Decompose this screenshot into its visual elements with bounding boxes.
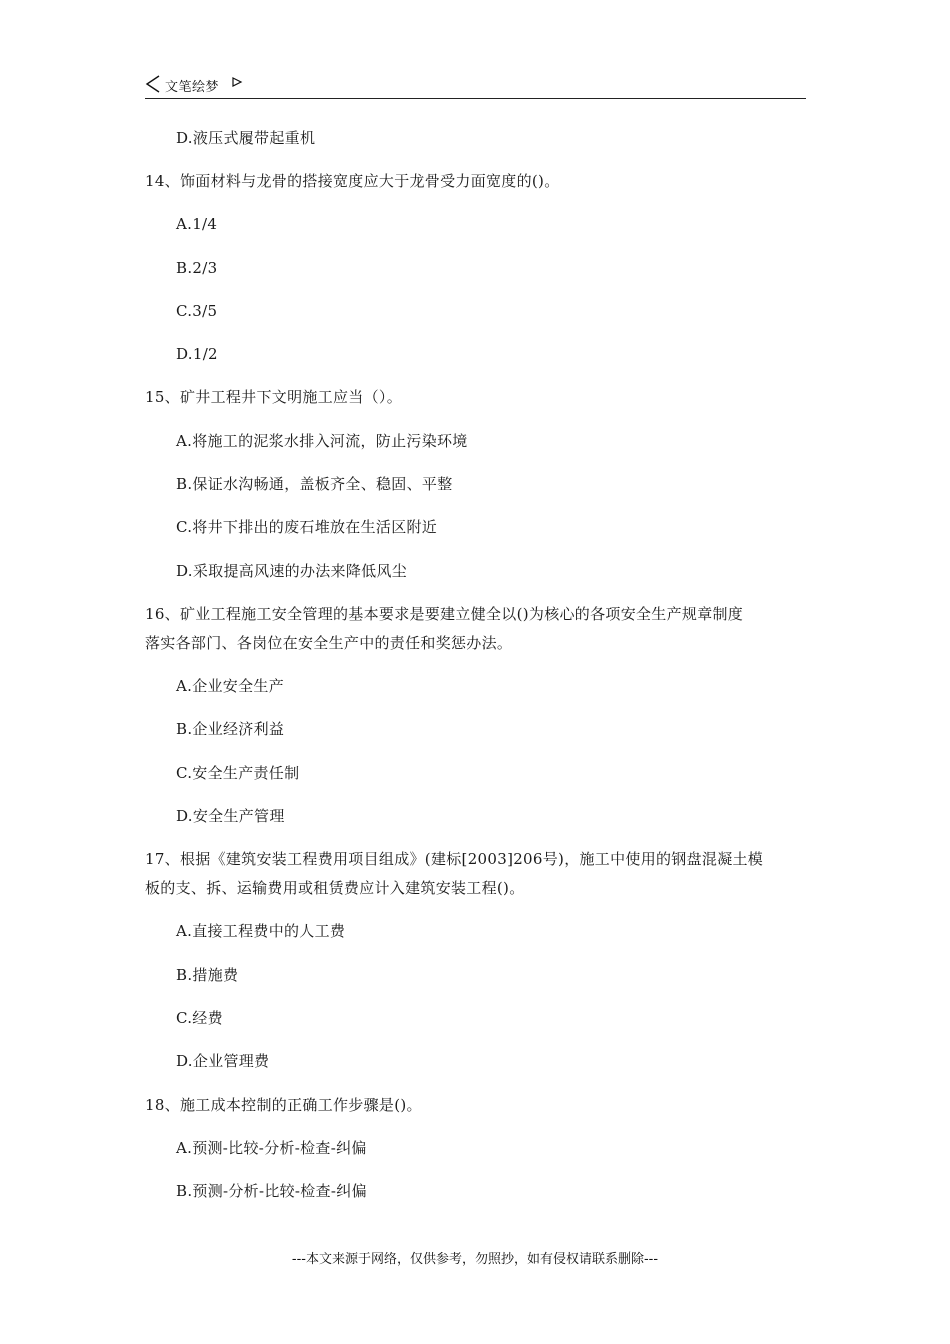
question-16-option-d: D.安全生产管理 [176,807,285,825]
question-15-option-c: C.将井下排出的废石堆放在生活区附近 [176,518,438,536]
question-16-option-b: B.企业经济利益 [176,720,285,738]
question-16-option-c: C.安全生产责任制 [176,764,300,782]
question-15-option-a: A.将施工的泥浆水排入河流，防止污染环境 [176,432,468,450]
right-triangle-icon [231,76,243,88]
question-15-option-d: D.采取提高风速的办法来降低风尘 [176,562,408,580]
question-14-stem: 14、饰面材料与龙骨的搭接宽度应大于龙骨受力面宽度的()。 [145,172,560,190]
question-17-option-c: C.经费 [176,1009,223,1027]
header-brand: 文笔绘梦 [165,80,220,95]
page-footer: ---本文来源于网络，仅供参考，勿照抄，如有侵权请联系删除--- [291,1252,659,1267]
option-d-prev: D.液压式履带起重机 [176,129,316,147]
question-17-option-d: D.企业管理费 [176,1052,270,1070]
question-16-stem-line-1: 16、矿业工程施工安全管理的基本要求是要建立健全以()为核心的各项安全生产规章制度 [145,605,744,623]
question-18-option-b: B.预测-分析-比较-检查-纠偏 [176,1182,367,1200]
question-14-option-b: B.2/3 [176,259,218,277]
question-17-stem-line-1: 17、根据《建筑安装工程费用项目组成》(建标[2003]206号)，施工中使用的钢盘混凝土模 [145,850,764,868]
question-16-option-a: A.企业安全生产 [176,677,285,695]
question-15-stem: 15、矿井工程井下文明施工应当（）。 [145,388,402,406]
question-15-option-b: B.保证水沟畅通，盖板齐全、稳固、平整 [176,475,453,493]
question-17-option-b: B.措施费 [176,966,239,984]
question-14-option-a: A.1/4 [176,215,218,233]
left-triangle-icon [145,75,161,93]
question-14-option-c: C.3/5 [176,302,218,320]
question-14-option-d: D.1/2 [176,345,218,363]
question-18-option-a: A.预测-比较-分析-检查-纠偏 [176,1139,367,1157]
question-18-stem: 18、施工成本控制的正确工作步骤是()。 [145,1096,422,1114]
question-17-stem-line-2: 板的支、拆、运输费用或租赁费应计入建筑安装工程()。 [145,879,525,897]
question-16-stem-line-2: 落实各部门、各岗位在安全生产中的责任和奖惩办法。 [145,634,513,652]
question-17-option-a: A.直接工程费中的人工费 [176,922,346,940]
page-header [145,72,806,99]
